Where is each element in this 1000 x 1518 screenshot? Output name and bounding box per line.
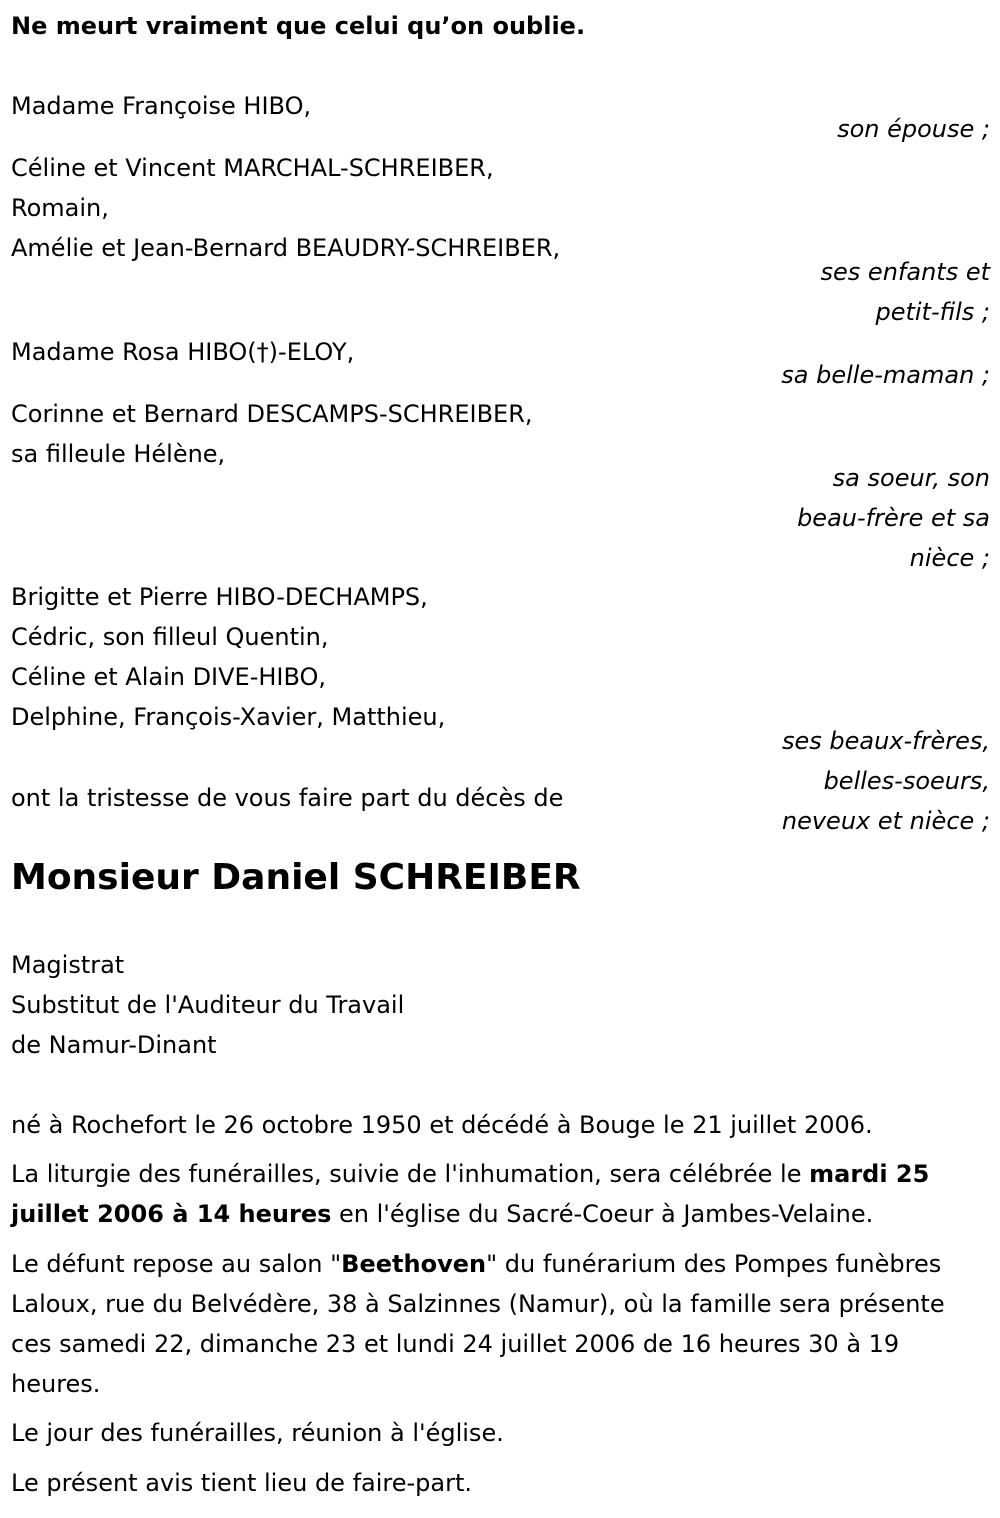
relation-line: petit-fils ;	[875, 298, 990, 326]
motto: Ne meurt vraiment que celui qu’on oublie.	[11, 12, 586, 40]
family-name-line: Amélie et Jean-Bernard BEAUDRY-SCHREIBER,	[11, 234, 561, 262]
relation-line: ses beaux-frères,	[781, 727, 990, 755]
relation-line: sa soeur, son	[832, 464, 990, 492]
relation-line: nièce ;	[909, 544, 990, 572]
deceased-name: Monsieur Daniel SCHREIBER	[11, 857, 581, 898]
relation-line: sa belle-maman ;	[781, 361, 990, 389]
salon-name: Beethoven	[341, 1250, 487, 1278]
family-name-line: Céline et Vincent MARCHAL-SCHREIBER,	[11, 154, 494, 182]
family-name-line: sa filleule Hélène,	[11, 440, 226, 468]
title-line: de Namur-Dinant	[11, 1031, 217, 1059]
family-name-line: Madame Françoise HIBO,	[11, 92, 312, 120]
family-name-line: Delphine, François-Xavier, Matthieu,	[11, 703, 446, 731]
relation-line: belles-soeurs,	[823, 767, 990, 795]
family-name-line: Corinne et Bernard DESCAMPS-SCHREIBER,	[11, 400, 533, 428]
liturgy-text-after: en l'église du Sacré-Coeur à Jambes-Velaine.	[331, 1200, 874, 1228]
rest-paragraph	[11, 1244, 991, 1404]
family-name-line: Romain,	[11, 194, 109, 222]
liturgy-paragraph	[11, 1154, 991, 1234]
liturgy-text-before: La liturgie des funérailles, suivie de l'inhumation, sera célébrée le	[11, 1160, 810, 1188]
relation-line: beau-frère et sa	[797, 504, 990, 532]
relation-line: neveux et nièce ;	[781, 807, 990, 835]
family-name-line: Brigitte et Pierre HIBO-DECHAMPS,	[11, 583, 428, 611]
birth-death-text: né à Rochefort le 26 octobre 1950 et décédé à Bouge le 21 juillet 2006.	[11, 1111, 873, 1139]
liturgy-date-time: mardi 25 juillet 2006 à 14 heures	[11, 1160, 930, 1228]
announcement-text: ont la tristesse de vous faire part du décès de	[11, 784, 564, 812]
rest-text-after: " du funérarium des Pompes funèbres Laloux, rue du Belvédère, 38 à Salzinnes (Namur), où la famille sera présente ces samedi 22, dimanche 23 et lundi 24 juillet 2006 de 16 heures 30 à 19 heures.	[11, 1250, 945, 1398]
family-name-line: Céline et Alain DIVE-HIBO,	[11, 663, 327, 691]
relation-line: son épouse ;	[837, 115, 990, 143]
title-line: Substitut de l'Auditeur du Travail	[11, 991, 405, 1019]
meeting-text: Le jour des funérailles, réunion à l'église.	[11, 1419, 504, 1447]
family-name-line: Madame Rosa HIBO(†)-ELOY,	[11, 338, 355, 366]
title-line: Magistrat	[11, 951, 125, 979]
relation-line: ses enfants et	[820, 258, 990, 286]
family-name-line: Cédric, son filleul Quentin,	[11, 623, 329, 651]
rest-text-before: Le défunt repose au salon "	[11, 1250, 342, 1278]
notice-text: Le présent avis tient lieu de faire-part.	[11, 1469, 473, 1497]
